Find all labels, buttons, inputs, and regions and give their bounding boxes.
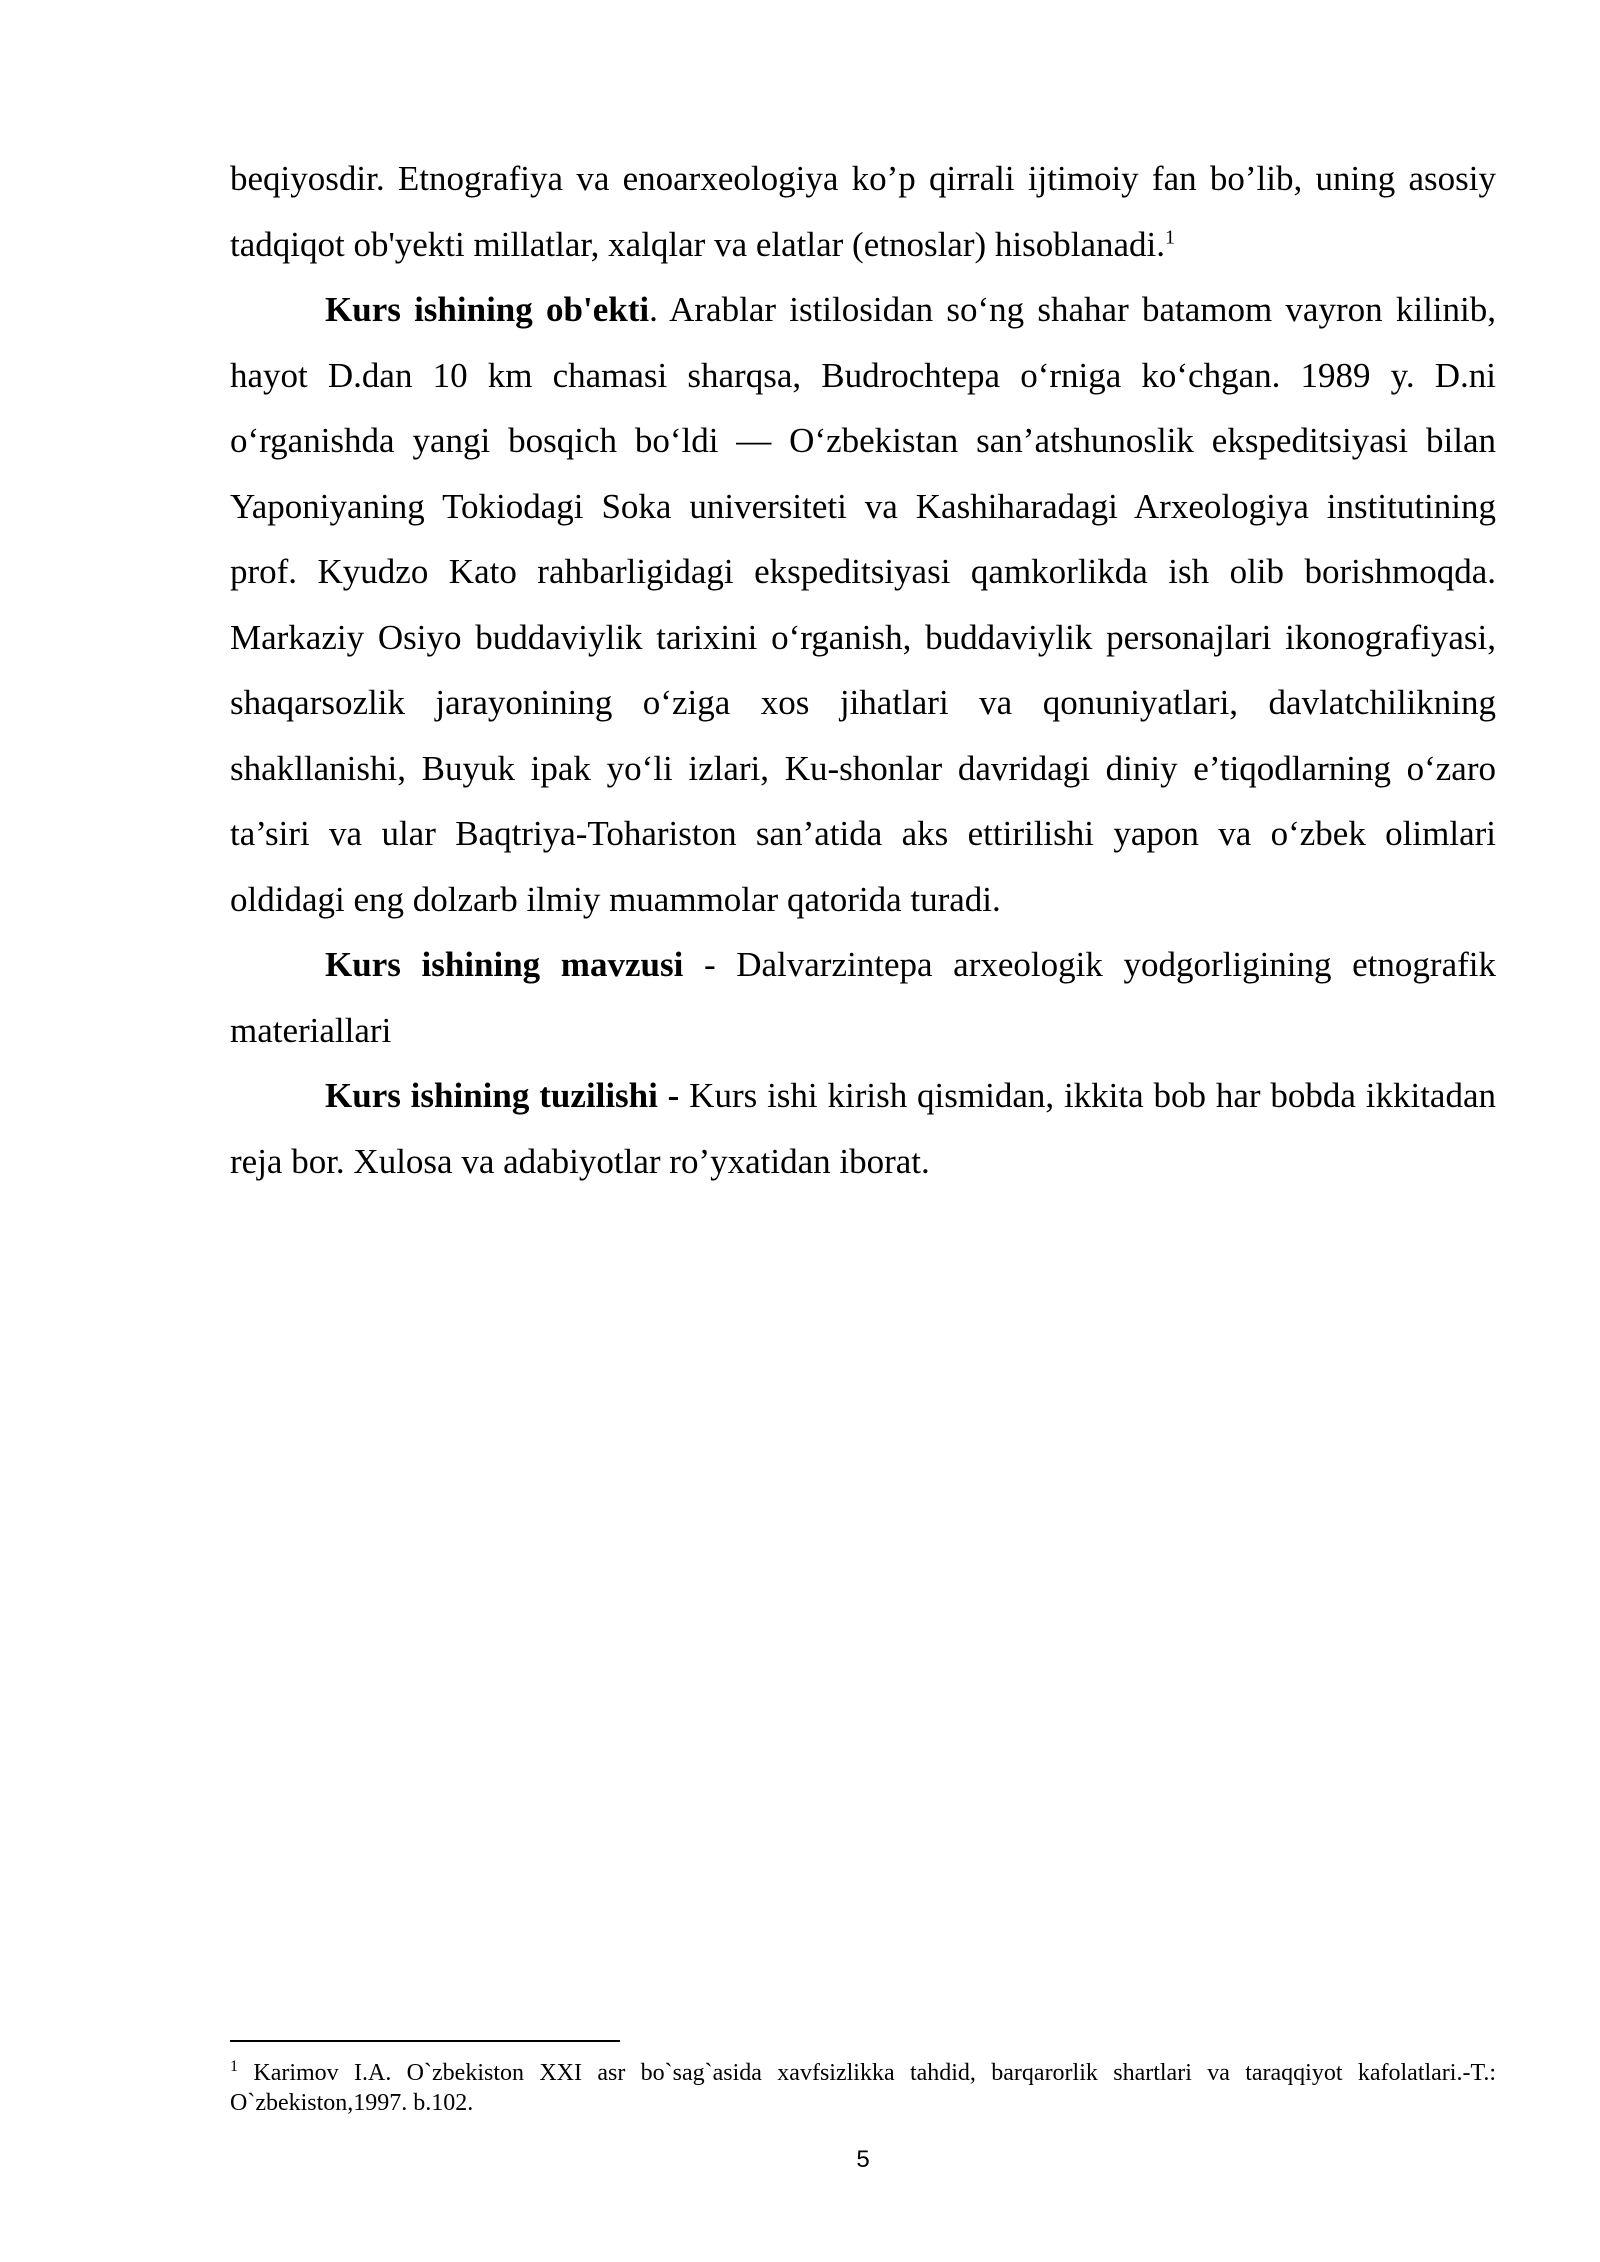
structure-paragraph (230, 1063, 1496, 1194)
structure-text: Kurs ishi kirish qismidan, ikkita bob har bobda ikkitadan reja bor. Xulosa va adabiyotlar ro’yxatidan iborat. (230, 1076, 1496, 1181)
object-heading: Kurs ishining ob'ekti (325, 290, 650, 329)
structure-heading: Kurs ishining tuzilishi - (325, 1076, 680, 1115)
page-number: 5 (856, 2146, 870, 2173)
body-text (230, 146, 1496, 1194)
topic-text: - Dalvarzintepa arxeologik yodgorligining etnografik materiallari (230, 945, 1496, 1050)
topic-heading: Kurs ishining mavzusi (325, 945, 684, 984)
intro-paragraph (230, 146, 1496, 277)
object-text: . Arablar istilosidan so‘ng shahar batamom vayron kilinib, hayot D.dan 10 km chamasi sharqsa, Budrochtepa o‘rniga ko‘chgan. 1989 y. D.ni o‘rganishda yangi bosqich bo‘ldi — O‘zbekistan san’atshunoslik ekspeditsiyasi bilan Yaponiyaning Tokiodagi Soka universiteti va Kashiharadagi Arxeologiya institutining prof. Kyudzo Kato rahbarligidagi ekspeditsiyasi qamkorlikda ish olib borishmoqda. Markaziy Osiyo buddaviylik tarixini o‘rganish, buddaviylik personajlari ikonografiyasi, shaqarsozlik jarayonining o‘ziga xos jihatlari va qonuniyatlari, davlatchilikning shakllanishi, Buyuk ipak yo‘li izlari, Ku-shonlar davridagi diniy e’tiqodlarning o‘zaro ta’siri va ular Baqtriya-Toharistоn san’atida aks ettirilishi yapon va o‘zbek olimlari oldidagi eng dolzarb ilmiy muammolar qatorida turadi. (230, 290, 1497, 919)
footnote-text: Karimov I.A. O`zbekiston XXI asr bo`sag`asida xavfsizlikka tahdid, barqarorlik shartlari va taraqqiyot kafolatlari.-T.: O`zbekiston,1997. b.102. (230, 2060, 1497, 2116)
object-paragraph (230, 277, 1496, 932)
intro-text: beqiyosdir. Etnografiya va enoarxeologiya ko’p qirrali ijtimoiy fan bo’lib, uning asosiy tadqiqot ob'yekti millatlar, xalqlar va elatlar (etnoslar) hisoblanadi. (230, 159, 1496, 264)
footnote-marker: 1 (230, 2058, 238, 2075)
footnote (230, 2058, 1496, 2118)
footnote-separator (230, 2040, 620, 2042)
footnote-reference[interactable]: 1 (1165, 225, 1176, 248)
topic-paragraph (230, 932, 1496, 1063)
